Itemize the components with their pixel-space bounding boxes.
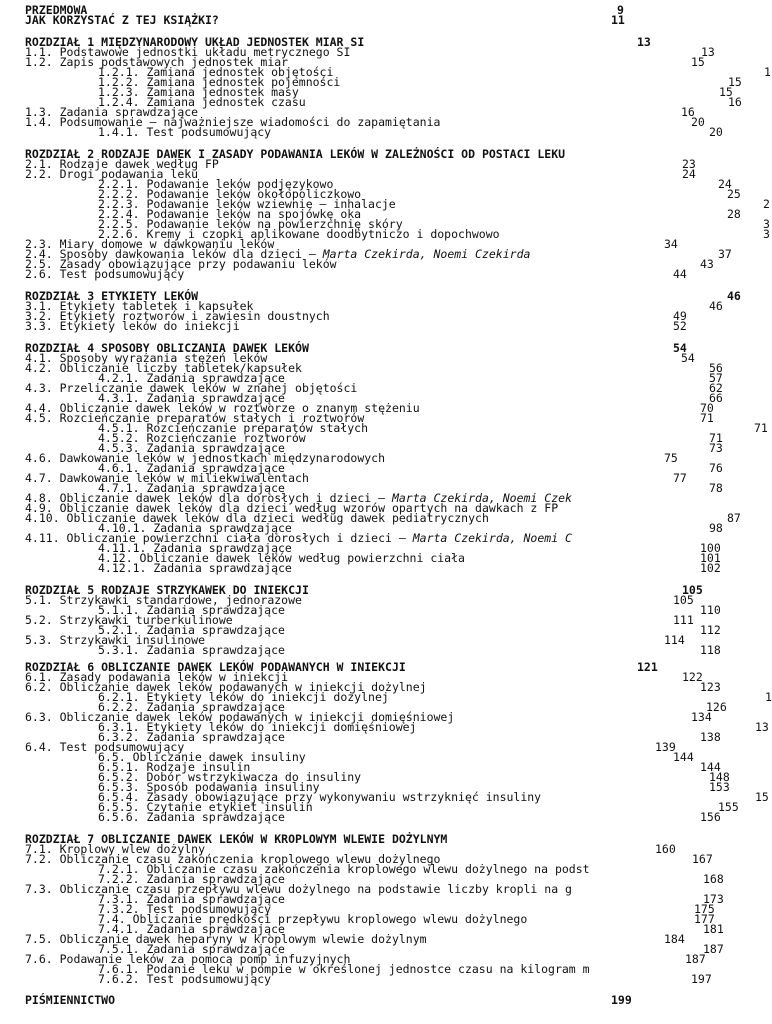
toc-entry — [0, 645, 768, 656]
toc-page-number: 112 — [700, 623, 721, 637]
toc-entry-title: 1.2.2. Zamiana jednostek pojemności — [98, 75, 341, 89]
toc-page-number: 20 — [691, 115, 705, 129]
toc-entry-title: JAK KORZYSTAĆ Z TEJ KSIĄŻKI? — [25, 13, 219, 27]
toc-page-number: 56 — [709, 361, 723, 375]
toc-page-number: 126 — [706, 700, 727, 714]
toc-page-number: 15 — [719, 85, 733, 99]
toc-page-number: 148 — [709, 770, 730, 784]
toc-page-number: 62 — [709, 381, 723, 395]
toc-entry-title: 6.5.6. Zadania sprawdzające — [98, 810, 285, 824]
toc-entry-title: 6.4. Test podsumowujący — [25, 740, 185, 754]
toc-entry-title: 6.2. Obliczanie dawek leków podawanych w iniekcji dożylnej — [25, 680, 427, 694]
toc-page-number: 71 — [709, 431, 723, 445]
toc-entry-title: 5.1.1. Zadania sprawdzające — [98, 603, 285, 617]
toc-page-number: 78 — [709, 481, 723, 495]
toc-entry-title: 2.2.3. Podawanie leków wziewnie – inhalacje — [98, 197, 396, 211]
toc-entry-title: 2.4. Sposoby dawkowania leków dla dzieci – Marta Czekirda, Noemi Czekirda — [25, 247, 531, 261]
toc-page-number: 153 — [709, 780, 730, 794]
toc-entry-title: 5.3.1. Zadania sprawdzające — [98, 643, 285, 657]
toc-page-number: 110 — [700, 603, 721, 617]
toc-entry-title: 2.1. Rodzaje dawek według FP — [25, 157, 219, 171]
toc-entry-title: 6.5.5. Czytanie etykiet insulin — [98, 800, 313, 814]
toc-entry-title: 6.5.3. Sposób podawania insuliny — [98, 780, 320, 794]
toc-entry-title: 7.1. Kroplowy wlew dożylny — [25, 842, 206, 856]
toc-page-number: 1 — [765, 690, 772, 704]
toc-page-number: 98 — [709, 521, 723, 535]
toc-page-number: 13 — [701, 45, 715, 59]
toc-entry-title: 4.7.1. Zadania sprawdzające — [98, 481, 285, 495]
toc-page-number: 101 — [700, 551, 721, 565]
toc-chapter-heading — [0, 995, 768, 1006]
toc-page-number: 66 — [709, 391, 723, 405]
toc-page-number: 57 — [709, 371, 723, 385]
toc-entry-title: 6.5.2. Dobór wstrzykiwacza do insuliny — [98, 770, 362, 784]
toc-entry-title: 6.1. Zasady podawania leków w iniekcji — [25, 670, 289, 684]
toc-entry-title: 1.2.3. Zamiana jednostek masy — [98, 85, 299, 99]
toc-entry-title: PIŚMIENNICTWO — [25, 993, 116, 1007]
toc-page-number: 105 — [673, 593, 694, 607]
toc-entry-author: Marta Czekirda, Noemi Czek — [391, 491, 572, 505]
toc-page-number: 168 — [703, 872, 724, 886]
toc-entry-title: 7.6. Podawanie leków za pomocą pomp infuzyjnych — [25, 952, 351, 966]
toc-page-number: 44 — [673, 267, 687, 281]
toc-page-number: 181 — [703, 922, 724, 936]
toc-page-number: 15 — [728, 75, 742, 89]
toc-entry-title: 4.10.1. Zadania sprawdzające — [98, 521, 292, 535]
toc-page-number: 118 — [700, 643, 721, 657]
toc-page-number: 199 — [611, 993, 632, 1007]
toc-entry-title: 6.5.1. Rodzaje insulin — [98, 760, 251, 774]
toc-entry-title: 7.6.1. Podanie leku w pompie w określonej jednostce czasu na kilogram m — [98, 962, 590, 976]
toc-entry-title: ROZDZIAŁ 5 RODZAJE STRZYKAWEK DO INIEKCJI — [25, 583, 309, 597]
toc-page-number: 144 — [673, 750, 694, 764]
toc-entry-title: 2.6. Test podsumowujący — [25, 267, 185, 281]
toc-page-number: 187 — [685, 952, 706, 966]
toc-page-number: 24 — [682, 167, 696, 181]
toc-page-number: 16 — [681, 105, 695, 119]
toc-page-number: 121 — [637, 660, 658, 674]
toc-page-number: 160 — [655, 842, 676, 856]
toc-page-number: 23 — [682, 157, 696, 171]
toc-page-number: 122 — [682, 670, 703, 684]
toc-page-number: 3 — [763, 227, 770, 241]
toc-entry-title: 4.9. Obliczanie dawek leków dla dzieci według wzorów opartych na dawkach z FP — [25, 501, 559, 515]
toc-page-number: 73 — [709, 441, 723, 455]
toc-page-number: 15 — [755, 790, 769, 804]
toc-entry-title: 5.2.1. Zadania sprawdzające — [98, 623, 285, 637]
toc-page-number: 54 — [673, 341, 687, 355]
toc-page-number: 52 — [673, 319, 687, 333]
toc-page-number: 75 — [664, 451, 678, 465]
toc-entry — [0, 127, 768, 138]
toc-entry-title: 4.5.2. Rozcieńczanie roztworów — [98, 431, 306, 445]
toc-page-number: 3 — [763, 217, 770, 231]
toc-page-number: 2 — [763, 197, 770, 211]
toc-entry — [0, 974, 768, 985]
toc-entry-title: 6.2.1. Etykiety leków do iniekcji dożylnej — [98, 690, 389, 704]
toc-entry-title: 7.2.1. Obliczanie czasu zakończenia kroplowego wlewu dożylnego na podst — [98, 862, 590, 876]
toc-page-number: 187 — [703, 942, 724, 956]
toc-page-number: 13 — [755, 720, 769, 734]
toc-page-number: 37 — [718, 247, 732, 261]
toc-entry-title: 6.3.1. Etykiety leków do iniekcji domięśniowej — [98, 720, 417, 734]
toc-entry-title: 2.2.1. Podawanie leków podjęzykowo — [98, 177, 334, 191]
toc-entry-title: 7.5. Obliczanie dawek heparyny w kroplowym wlewie dożylnym — [25, 932, 427, 946]
toc-entry-title: 1.1. Podstawowe jednostki układu metrycznego SI — [25, 45, 351, 59]
toc-entry-title: 4.11.1. Zadania sprawdzające — [98, 541, 292, 555]
toc-page-number: 123 — [700, 680, 721, 694]
toc-entry-title: ROZDZIAŁ 6 OBLICZANIE DAWEK LEKÓW PODAWANYCH W INIEKCJI — [25, 660, 406, 674]
toc-entry-title: 3.2. Etykiety roztworów i zawiesin doustnych — [25, 309, 330, 323]
toc-entry-title: 4.2.1. Zadania sprawdzające — [98, 371, 285, 385]
toc-page-number: 20 — [709, 125, 723, 139]
toc-entry-title: 3.3. Etykiety leków do iniekcji — [25, 319, 240, 333]
toc-entry-title: 4.6. Dawkowanie leków w jednostkach międzynarodowych — [25, 451, 386, 465]
toc-page-number: 138 — [700, 730, 721, 744]
toc-page-number: 49 — [673, 309, 687, 323]
toc-entry-title: ROZDZIAŁ 2 RODZAJE DAWEK I ZASADY PODAWANIA LEKÓW W ZALEŻNOŚCI OD POSTACI LEKU — [25, 147, 566, 161]
toc-entry-title: 4.2. Obliczanie liczby tabletek/kapsułek — [25, 361, 302, 375]
toc-page-number: 71 — [700, 411, 714, 425]
toc-entry-title: 1.2. Zapis podstawowych jednostek miar — [25, 55, 289, 69]
toc-entry-title: 7.3.2. Test podsumowujący — [98, 902, 272, 916]
toc-page-number: 76 — [709, 461, 723, 475]
toc-entry-title: 7.6.2. Test podsumowujący — [98, 972, 272, 986]
toc-page-number: 77 — [673, 471, 687, 485]
toc-page-number: 46 — [709, 299, 723, 313]
toc-entry-title: 4.3. Przeliczanie dawek leków w znanej objętości — [25, 381, 358, 395]
toc-entry-title: 7.4. Obliczanie prędkości przepływu kroplowego wlewu dożylnego — [98, 912, 528, 926]
toc-entry-title: 7.2. Obliczanie czasu zakończenia kroplowego wlewu dożylnego — [25, 852, 441, 866]
toc-page-number: 1 — [764, 65, 771, 79]
toc-page-number: 9 — [617, 3, 624, 17]
toc-entry-title: 4.5.3. Zadania sprawdzające — [98, 441, 285, 455]
toc-page-number: 87 — [727, 511, 741, 525]
toc-entry-title: 2.2.5. Podawanie leków na powierzchnię skóry — [98, 217, 403, 231]
toc-entry-title: 7.2.2. Zadania sprawdzające — [98, 872, 285, 886]
toc-entry-title: 1.2.4. Zamiana jednostek czasu — [98, 95, 306, 109]
toc-entry-title: 7.3. Obliczanie czasu przepływu wlewu dożylnego na podstawie liczby kropli na g — [25, 882, 572, 896]
toc-entry-title: 1.4. Podsumowanie – najważniejsze wiadomości do zapamiętania — [25, 115, 441, 129]
toc-entry-title: 1.2.1. Zamiana jednostek objętości — [98, 65, 334, 79]
toc-page-number: 173 — [703, 892, 724, 906]
toc-entry-title: 4.6.1. Zadania sprawdzające — [98, 461, 285, 475]
toc-chapter-heading — [0, 15, 768, 26]
toc-entry-title: 4.5.1. Rozcieńczanie preparatów stałych — [98, 421, 369, 435]
toc-entry — [0, 563, 768, 574]
toc-entry-title: 7.3.1. Zadania sprawdzające — [98, 892, 285, 906]
toc-page-number: 167 — [692, 852, 713, 866]
toc-page-number: 43 — [700, 257, 714, 271]
toc-page-number: 34 — [664, 237, 678, 251]
toc-entry-title: PRZEDMOWA — [25, 3, 88, 17]
toc-entry-title: 4.12.1. Zadania sprawdzające — [98, 561, 292, 575]
toc-page-number: 114 — [664, 633, 685, 647]
toc-entry-title: 2.2.2. Podawanie leków okołopoliczkowo — [98, 187, 362, 201]
toc-entry — [0, 321, 768, 332]
toc-page-number: 24 — [718, 177, 732, 191]
toc-entry — [0, 269, 768, 280]
toc-entry-title: 4.11. Obliczanie powierzchni ciała dorosłych i dzieci – Marta Czekirda, Noemi C — [25, 531, 572, 545]
toc-entry-title: 4.4. Obliczanie dawek leków w roztworze o znanym stężeniu — [25, 401, 420, 415]
toc-entry-title: 4.12. Obliczanie dawek leków według powierzchni ciała — [98, 551, 465, 565]
toc-entry-title: 4.3.1. Zadania sprawdzające — [98, 391, 285, 405]
toc-page-number: 144 — [700, 760, 721, 774]
toc-entry-title: ROZDZIAŁ 7 OBLICZANIE DAWEK LEKÓW W KROPLOWYM WLEWIE DOŻYLNYM — [25, 832, 448, 846]
toc-entry-title: 2.5. Zasady obowiązujące przy podawaniu leków — [25, 257, 337, 271]
toc-page-number: 15 — [691, 55, 705, 69]
toc-page-number: 100 — [700, 541, 721, 555]
toc-page-number: 134 — [691, 710, 712, 724]
toc-entry-title: 7.4.1. Zadania sprawdzające — [98, 922, 285, 936]
toc-entry-title: ROZDZIAŁ 4 SPOSOBY OBLICZANIA DAWEK LEKÓW — [25, 341, 309, 355]
toc-entry-title: 6.5.4. Zasady obowiązujące przy wykonywaniu wstrzyknięć insuliny — [98, 790, 542, 804]
toc-entry-title: 4.5. Rozcieńczanie preparatów stałych i roztworów — [25, 411, 365, 425]
toc-entry-title: 5.1. Strzykawki standardowe, jednorazowe — [25, 593, 302, 607]
toc-page-number: 184 — [664, 932, 685, 946]
toc-entry-title: 5.3. Strzykawki insulinowe — [25, 633, 206, 647]
toc-page-number: 156 — [700, 810, 721, 824]
toc-page-number: 46 — [727, 289, 741, 303]
toc-page-number: 28 — [727, 207, 741, 221]
toc-page-number: 16 — [728, 95, 742, 109]
toc-entry-title: 2.2.6. Kremy i czopki aplikowane doodbytniczo i dopochwowo — [98, 227, 500, 241]
toc-page-number: 102 — [700, 561, 721, 575]
toc-entry-title: 1.3. Zadania sprawdzające — [25, 105, 199, 119]
toc-entry-title: 6.3.2. Zadania sprawdzające — [98, 730, 285, 744]
toc-entry-title: ROZDZIAŁ 1 MIĘDZYNARODOWY UKŁAD JEDNOSTEK MIAR SI — [25, 35, 365, 49]
toc-entry-title: 2.2.4. Podawanie leków na spojówkę oka — [98, 207, 362, 221]
toc-entry-title: 3.1. Etykiety tabletek i kapsułek — [25, 299, 254, 313]
toc-entry-title: 4.1. Sposoby wyrażania stężeń leków — [25, 351, 268, 365]
toc-entry-title: 6.2.2. Zadania sprawdzające — [98, 700, 285, 714]
toc-page-number: 71 — [754, 421, 768, 435]
toc-page-number: 155 — [718, 800, 739, 814]
toc-page-number: 105 — [682, 583, 703, 597]
toc-entry-title: 2.2. Drogi podawania leku — [25, 167, 199, 181]
toc-entry-title: 2.3. Miary domowe w dawkowaniu leków — [25, 237, 275, 251]
toc-page-number: 54 — [681, 351, 695, 365]
toc-page-number: 111 — [673, 613, 694, 627]
toc-entry-title: 7.5.1. Zadania sprawdzające — [98, 942, 285, 956]
toc-entry-title: 1.4.1. Test podsumowujący — [98, 125, 272, 139]
toc-entry-title: 6.3. Obliczanie dawek leków podawanych w iniekcji domięśniowej — [25, 710, 455, 724]
toc-page-number: 197 — [691, 972, 712, 986]
toc-entry-title: 4.7. Dawkowanie leków w miliekwiwalentach — [25, 471, 309, 485]
toc-entry-title: 4.10. Obliczanie dawek leków dla dzieci według dawek pediatrycznych — [25, 511, 489, 525]
toc-entry-author: Marta Czekirda, Noemi C — [412, 531, 572, 545]
toc-page-number: 175 — [694, 902, 715, 916]
toc-page-number: 11 — [611, 13, 625, 27]
toc-entry-title: 6.5. Obliczanie dawek insuliny — [98, 750, 306, 764]
toc-entry-title: 4.8. Obliczanie dawek leków dla dorosłych i dzieci – Marta Czekirda, Noemi Czek — [25, 491, 572, 505]
toc-page-number: 13 — [637, 35, 651, 49]
toc-entry-author: Marta Czekirda, Noemi Czekirda — [322, 247, 531, 261]
toc-entry-title: ROZDZIAŁ 3 ETYKIETY LEKÓW — [25, 289, 199, 303]
toc-page-number: 139 — [655, 740, 676, 754]
toc-page-number: 70 — [700, 401, 714, 415]
toc-page-number: 25 — [727, 187, 741, 201]
toc-entry-title: 5.2. Strzykawki turberkulinowe — [25, 613, 233, 627]
toc-entry — [0, 812, 768, 823]
toc-page-number: 177 — [694, 912, 715, 926]
